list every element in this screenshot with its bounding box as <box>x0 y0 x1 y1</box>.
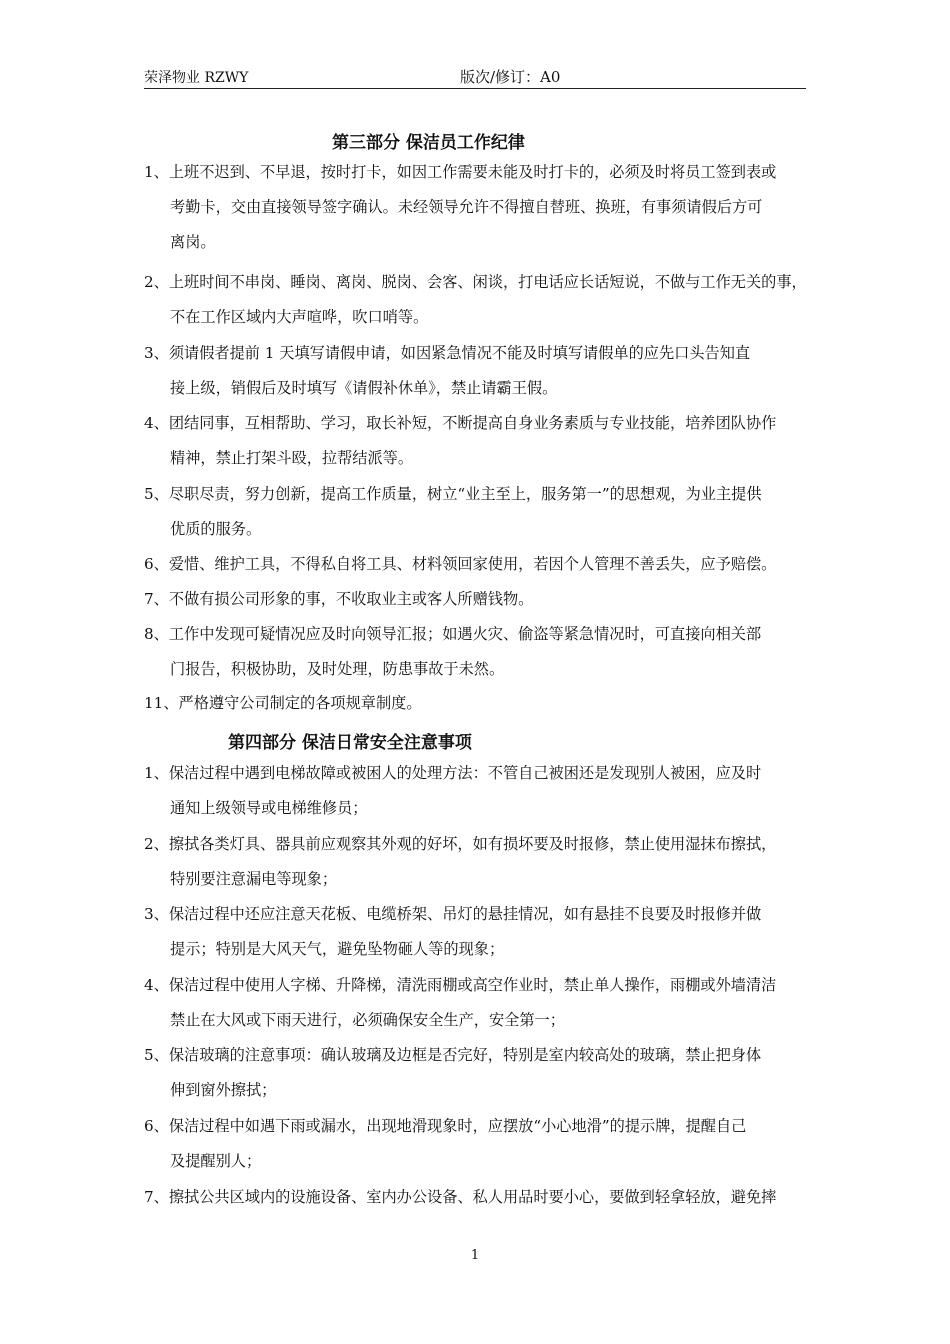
item-line: 门报告，积极协助，及时处理，防患事故于未然。 <box>170 660 505 678</box>
item-line: 提示；特别是大风天气，避免坠物砸人等的现象； <box>170 940 505 958</box>
item-line: 2、擦拭各类灯具、器具前应观察其外观的好坏，如有损坏要及时报修，禁止使用湿抹布擦拭， <box>144 835 777 853</box>
item-line: 及提醒别人； <box>170 1152 262 1170</box>
section-3-item <box>144 161 808 266</box>
page-header <box>144 66 806 89</box>
item-line: 7、擦拭公共区域内的设施设备、室内办公设备、私人用品时要小心，要做到轻拿轻放，避免摔 <box>144 1188 777 1206</box>
item-line: 5、尽职尽责，努力创新，提高工作质量，树立“业主至上，服务第一”的思想观，为业主提供 <box>144 485 762 503</box>
item-line: 接上级，销假后及时填写《请假补休单》，禁止请霸王假。 <box>170 379 558 397</box>
section-3-item <box>144 412 808 482</box>
section-3-title: 第三部分 保洁员工作纪律 <box>332 133 525 153</box>
item-line: 4、保洁过程中使用人字梯、升降梯，清洗雨棚或高空作业时，禁止单人操作，雨棚或外墙清洁 <box>144 976 777 994</box>
section-3-item <box>144 553 808 588</box>
item-line: 8、工作中发现可疑情况应及时向领导汇报；如遇火灾、偷盗等紧急情况时，可直接向相关部 <box>144 625 762 643</box>
item-line: 1、保洁过程中遇到电梯故障或被困人的处理方法：不管自己被困还是发现别人被困，应及时 <box>144 764 762 782</box>
item-line: 5、保洁玻璃的注意事项：确认玻璃及边框是否完好，特别是室内较高处的玻璃，禁止把身体 <box>144 1046 762 1064</box>
item-line: 4、团结同事，互相帮助、学习，取长补短，不断提高自身业务素质与专业技能，培养团队协作 <box>144 414 777 432</box>
section-4-item <box>144 762 808 832</box>
item-line: 精神，禁止打架斗殴，拉帮结派等。 <box>170 449 413 467</box>
section-4-item <box>144 1115 808 1185</box>
item-line: 1、上班不迟到、不早退，按时打卡，如因工作需要未能及时打卡的，必须及时将员工签到表或 <box>144 163 777 181</box>
section-3-item <box>144 588 808 623</box>
section-4-item <box>144 974 808 1044</box>
section-4-item <box>144 833 808 903</box>
item-line: 考勤卡，交由直接领导签字确认。未经领导允许不得擅自替班、换班，有事须请假后方可 <box>170 198 763 216</box>
item-line: 通知上级领导或电梯维修员； <box>170 799 368 817</box>
section-3-item <box>144 342 808 412</box>
section-4-title: 第四部分 保洁日常安全注意事项 <box>228 733 472 753</box>
item-line: 特别要注意漏电等现象； <box>170 870 338 888</box>
item-line: 6、爱惜、维护工具，不得私自将工具、材料领回家使用，若因个人管理不善丢失，应予赔偿。 <box>144 555 777 573</box>
item-line: 7、不做有损公司形象的事，不收取业主或客人所赠钱物。 <box>144 590 534 608</box>
item-line: 11、严格遵守公司制定的各项规章制度。 <box>144 694 422 712</box>
section-4-item <box>144 1044 808 1114</box>
item-line: 离岗。 <box>170 233 216 251</box>
section-3-item <box>144 483 808 553</box>
item-line: 3、保洁过程中还应注意天花板、电缆桥架、吊灯的悬挂情况，如有悬挂不良要及时报修并做 <box>144 905 762 923</box>
page-number: 1 <box>470 1248 480 1263</box>
item-line: 优质的服务。 <box>170 520 262 538</box>
item-line: 不在工作区域内大声喧哗，吹口哨等。 <box>170 308 429 326</box>
revision-label: 版次/修订：A0 <box>460 68 561 86</box>
item-line: 2、上班时间不串岗、睡岗、离岗、脱岗、会客、闲谈，打电话应长话短说，不做与工作无关的事， <box>144 273 807 291</box>
section-4-item <box>144 903 808 973</box>
item-line: 3、须请假者提前 1 天填写请假申请，如因紧急情况不能及时填写请假单的应先口头告知直 <box>144 344 751 362</box>
section-3-item <box>144 271 808 341</box>
item-line: 禁止在大风或下雨天进行，必须确保安全生产，安全第一； <box>170 1011 565 1029</box>
company-name: 荣泽物业 RZWY <box>144 70 249 86</box>
section-3-item <box>144 623 808 693</box>
section-3-item <box>144 692 808 727</box>
item-line: 伸到窗外擦拭； <box>170 1081 277 1099</box>
item-line: 6、保洁过程中如遇下雨或漏水，出现地滑现象时，应摆放“小心地滑”的提示牌，提醒自己 <box>144 1117 747 1135</box>
section-4-item <box>144 1186 808 1221</box>
